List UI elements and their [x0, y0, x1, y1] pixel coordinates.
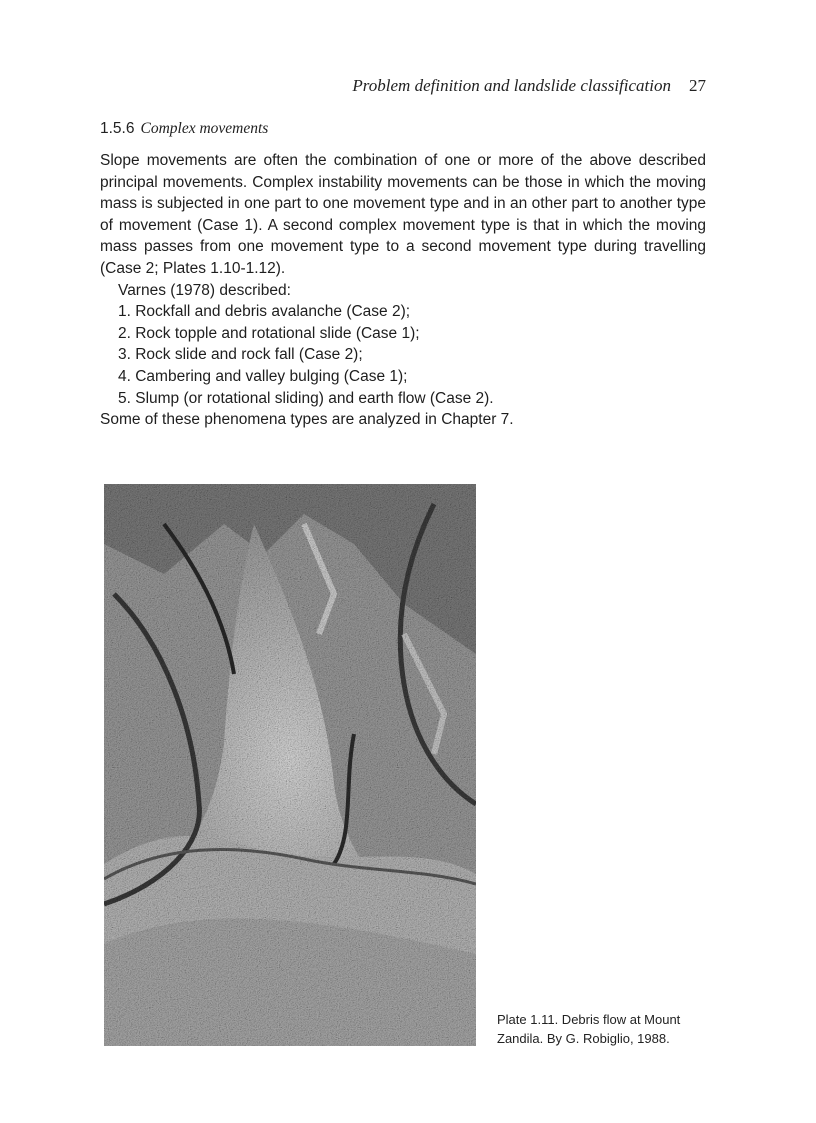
closing-sentence: Some of these phenomena types are analyzed in Chapter 7. — [100, 411, 514, 429]
section-number: 1.5.6 — [100, 120, 135, 137]
list-item: 3. Rock slide and rock fall (Case 2); — [118, 346, 363, 364]
list-intro: Varnes (1978) described: — [118, 281, 291, 299]
paragraph: Slope movements are often the combination of one or more of the above described principal movements. Complex instability movements can be those in which the moving mass is subjected in one part to one movement type and in an other part to another type of movement (Case 1). A second complex movement type is that in which the moving mass passes from one movement type to a second movement type during travelling (Case 2; Plates 1.10-1.12). — [100, 152, 706, 277]
plate-photo — [104, 484, 476, 1046]
list-item: 1. Rockfall and debris avalanche (Case 2); — [118, 303, 411, 321]
body-text — [100, 150, 706, 431]
case-list — [100, 301, 706, 409]
running-title: Problem definition and landslide classification — [352, 76, 671, 95]
list-item: 5. Slump (or rotational sliding) and earth flow (Case 2). — [118, 389, 494, 407]
running-head — [352, 76, 706, 96]
plate-caption: Plate 1.11. Debris flow at Mount Zandila. By G. Robiglio, 1988. — [497, 1012, 681, 1046]
list-item: 2. Rock topple and rotational slide (Case 1); — [118, 324, 420, 342]
page-number: 27 — [689, 76, 706, 95]
section-title: Complex movements — [140, 120, 269, 137]
list-item: 4. Cambering and valley bulging (Case 1); — [118, 367, 408, 385]
section-heading — [100, 120, 268, 138]
